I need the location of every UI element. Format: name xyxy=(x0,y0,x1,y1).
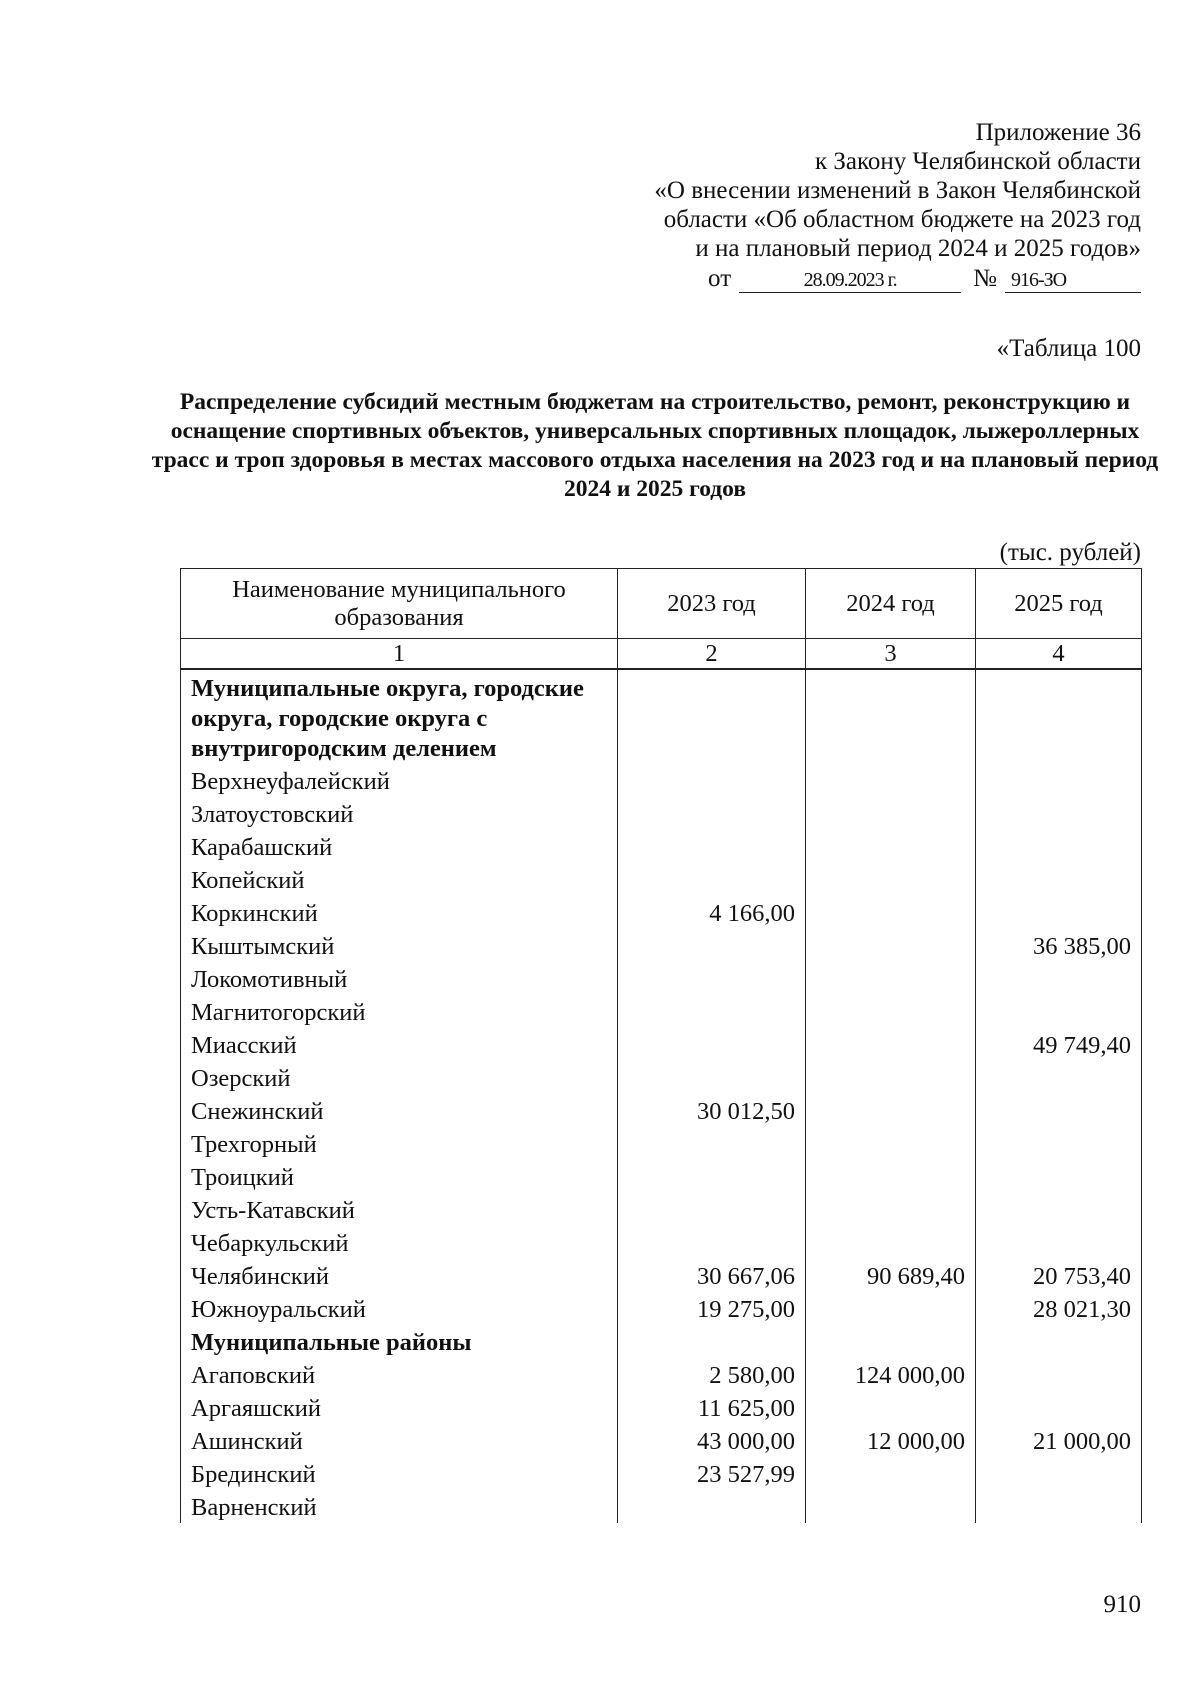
header-line-4: области «Об областном бюджете на 2023 год xyxy=(663,206,1141,233)
value-2023: 43 000,00 xyxy=(618,1424,806,1457)
value-2023 xyxy=(618,929,806,962)
value-2025: 28 021,30 xyxy=(976,1292,1142,1325)
value-2025 xyxy=(976,995,1142,1028)
value-2024 xyxy=(806,830,976,863)
value-2024 xyxy=(806,995,976,1028)
column-header-2025: 2025 год xyxy=(976,569,1142,639)
value-2023 xyxy=(618,1061,806,1094)
value-2025 xyxy=(976,764,1142,797)
value-2023 xyxy=(618,962,806,995)
table-label: «Таблица 100 xyxy=(996,335,1141,362)
municipality-name: Усть-Катавский xyxy=(181,1193,618,1226)
table-row xyxy=(181,1094,1142,1127)
municipality-name: Снежинский xyxy=(181,1094,618,1127)
page-number: 910 xyxy=(1103,1591,1141,1618)
value-2025 xyxy=(976,863,1142,896)
group-row xyxy=(181,669,1142,764)
value-2023: 19 275,00 xyxy=(618,1292,806,1325)
document-title: Распределение субсидий местным бюджетам на строительство, ремонт, реконструкцию и оснащение спортивных объектов, универсальных спортивных площадок, лыжероллерных трасс и троп здоровья в местах массового отдыха населения на 2023 год и на плановый период 2024 и 2025 годов xyxy=(151,389,1159,502)
municipality-name: Чебаркульский xyxy=(181,1226,618,1259)
value-2024 xyxy=(806,863,976,896)
table-row xyxy=(181,1259,1142,1292)
value-2024 xyxy=(806,1160,976,1193)
header-line-3: «О внесении изменений в Закон Челябинской xyxy=(654,177,1141,204)
column-header-name: Наименование муниципального образования xyxy=(181,569,618,639)
value-2023 xyxy=(618,1490,806,1523)
value-2024 xyxy=(806,1028,976,1061)
value-2025 xyxy=(976,1160,1142,1193)
table-row xyxy=(181,1358,1142,1391)
value-2023 xyxy=(618,995,806,1028)
table-row xyxy=(181,830,1142,863)
column-number-row xyxy=(181,639,1142,670)
value-2025: 49 749,40 xyxy=(976,1028,1142,1061)
column-number: 3 xyxy=(806,639,976,670)
value-2025 xyxy=(976,1193,1142,1226)
value-2024 xyxy=(806,1457,976,1490)
table-row xyxy=(181,896,1142,929)
value-2023: 30 012,50 xyxy=(618,1094,806,1127)
value-2024 xyxy=(806,1226,976,1259)
value-2023 xyxy=(618,1226,806,1259)
value-2025 xyxy=(976,830,1142,863)
table-row xyxy=(181,1028,1142,1061)
value-2024 xyxy=(806,896,976,929)
table-row xyxy=(181,1424,1142,1457)
municipality-name: Троицкий xyxy=(181,1160,618,1193)
municipality-name: Копейский xyxy=(181,863,618,896)
value-2025 xyxy=(976,962,1142,995)
municipality-name: Ашинский xyxy=(181,1424,618,1457)
value-2023 xyxy=(618,1028,806,1061)
table-row xyxy=(181,962,1142,995)
header-line-1: Приложение 36 xyxy=(975,119,1141,146)
value-2025 xyxy=(976,1094,1142,1127)
municipality-name: Коркинский xyxy=(181,896,618,929)
value-2023 xyxy=(618,797,806,830)
value-2023 xyxy=(618,1193,806,1226)
municipality-name: Южноуральский xyxy=(181,1292,618,1325)
subsidy-table xyxy=(180,568,1142,1523)
value-2023 xyxy=(618,863,806,896)
municipality-name: Верхнеуфалейский xyxy=(181,764,618,797)
table-row xyxy=(181,1061,1142,1094)
number-label: № xyxy=(973,265,997,292)
decree-date: 28.09.2023 г. xyxy=(739,268,961,293)
column-number: 2 xyxy=(618,639,806,670)
table-row xyxy=(181,995,1142,1028)
value-2025 xyxy=(976,1127,1142,1160)
municipality-name: Челябинский xyxy=(181,1259,618,1292)
value-2023: 30 667,06 xyxy=(618,1259,806,1292)
value-2024: 124 000,00 xyxy=(806,1358,976,1391)
table-row xyxy=(181,863,1142,896)
value-2025 xyxy=(976,1391,1142,1424)
group-name: Муниципальные округа, городские округа, городские округа с внутригородским делением xyxy=(181,669,618,764)
table-row xyxy=(181,929,1142,962)
value-2024 xyxy=(806,1490,976,1523)
value-2023 xyxy=(618,1127,806,1160)
document-header xyxy=(581,118,1141,293)
table-row xyxy=(181,1292,1142,1325)
decree-reference xyxy=(581,264,1141,293)
table-row xyxy=(181,1193,1142,1226)
municipality-name: Варненский xyxy=(181,1490,618,1523)
table-row xyxy=(181,1160,1142,1193)
municipality-name: Миасский xyxy=(181,1028,618,1061)
table-row xyxy=(181,797,1142,830)
value-2025 xyxy=(976,1358,1142,1391)
table-row xyxy=(181,1127,1142,1160)
table-row xyxy=(181,1391,1142,1424)
municipality-name: Брединский xyxy=(181,1457,618,1490)
value-2023 xyxy=(618,1160,806,1193)
group-name: Муниципальные районы xyxy=(181,1325,618,1358)
municipality-name: Златоустовский xyxy=(181,797,618,830)
value-2025 xyxy=(976,797,1142,830)
value-2024 xyxy=(806,764,976,797)
header-line-5: и на плановый период 2024 и 2025 годов» xyxy=(695,235,1141,262)
group-row xyxy=(181,1325,1142,1358)
column-header-2024: 2024 год xyxy=(806,569,976,639)
value-2025 xyxy=(976,1490,1142,1523)
value-2024 xyxy=(806,962,976,995)
value-2023: 2 580,00 xyxy=(618,1358,806,1391)
municipality-name: Локомотивный xyxy=(181,962,618,995)
table-row xyxy=(181,1490,1142,1523)
value-2025: 21 000,00 xyxy=(976,1424,1142,1457)
value-2023: 23 527,99 xyxy=(618,1457,806,1490)
value-2024 xyxy=(806,1127,976,1160)
header-line-2: к Закону Челябинской области xyxy=(815,148,1141,175)
table-body xyxy=(181,669,1142,1523)
value-2025 xyxy=(976,1457,1142,1490)
table-row xyxy=(181,764,1142,797)
municipality-name: Аргаяшский xyxy=(181,1391,618,1424)
value-2025: 36 385,00 xyxy=(976,929,1142,962)
value-2023: 4 166,00 xyxy=(618,896,806,929)
column-header-2023: 2023 год xyxy=(618,569,806,639)
table-row xyxy=(181,1226,1142,1259)
value-2023 xyxy=(618,764,806,797)
value-2024 xyxy=(806,797,976,830)
column-number: 1 xyxy=(181,639,618,670)
municipality-name: Озерский xyxy=(181,1061,618,1094)
municipality-name: Трехгорный xyxy=(181,1127,618,1160)
value-2024 xyxy=(806,1391,976,1424)
municipality-name: Карабашский xyxy=(181,830,618,863)
value-2024 xyxy=(806,1193,976,1226)
value-2025 xyxy=(976,1226,1142,1259)
decree-number: 916-ЗО xyxy=(1005,268,1141,293)
value-2025 xyxy=(976,1061,1142,1094)
value-2024 xyxy=(806,929,976,962)
unit-label: (тыс. рублей) xyxy=(999,539,1141,566)
value-2023 xyxy=(618,830,806,863)
municipality-name: Кыштымский xyxy=(181,929,618,962)
municipality-name: Магнитогорский xyxy=(181,995,618,1028)
from-label: от xyxy=(708,265,732,292)
value-2025: 20 753,40 xyxy=(976,1259,1142,1292)
value-2023: 11 625,00 xyxy=(618,1391,806,1424)
column-number: 4 xyxy=(976,639,1142,670)
value-2024 xyxy=(806,1094,976,1127)
municipality-name: Агаповский xyxy=(181,1358,618,1391)
value-2025 xyxy=(976,896,1142,929)
value-2024: 90 689,40 xyxy=(806,1259,976,1292)
value-2024 xyxy=(806,1292,976,1325)
table-header-row xyxy=(181,569,1142,639)
value-2024 xyxy=(806,1061,976,1094)
value-2024: 12 000,00 xyxy=(806,1424,976,1457)
table-row xyxy=(181,1457,1142,1490)
